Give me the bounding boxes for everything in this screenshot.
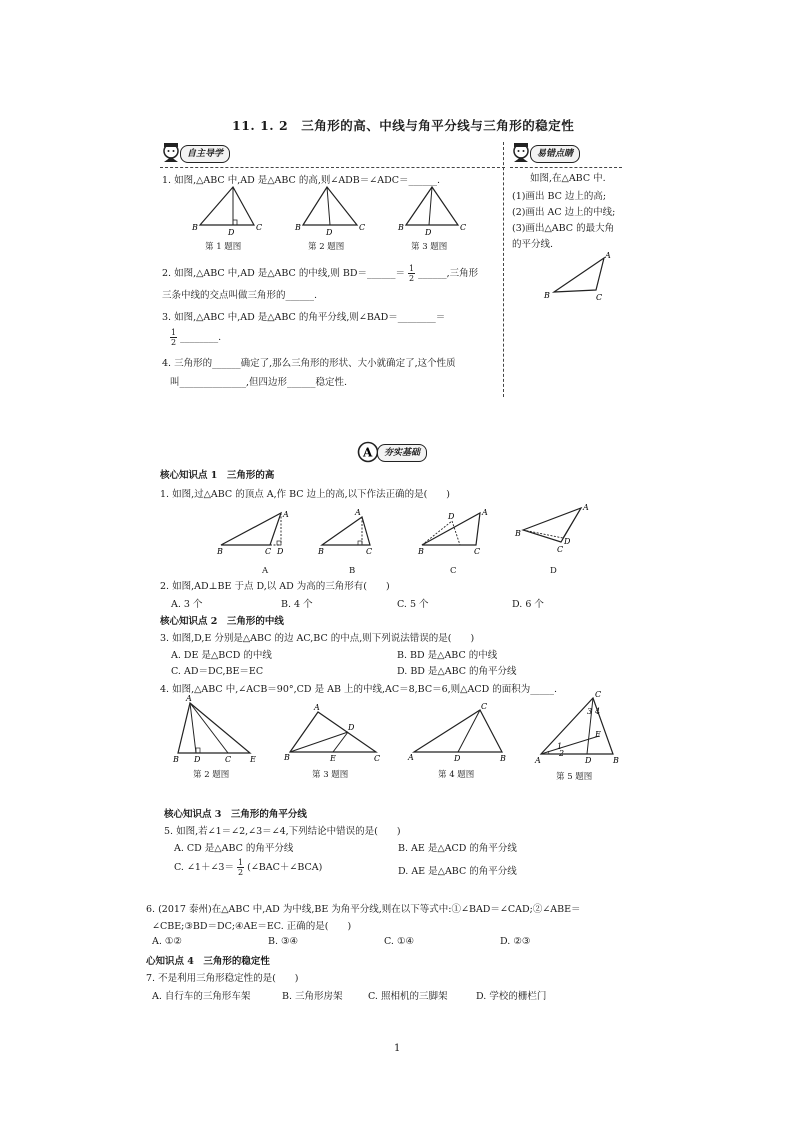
k5-figure-caption: 第 5 题图 (556, 772, 593, 782)
figure-2-caption: 第 2 题图 (308, 242, 345, 252)
k5-figure (535, 690, 625, 765)
page-title: 11. 1. 2 三角形的高、中线与角平分线与三角形的稳定性 (232, 118, 575, 133)
option-a-figure (215, 505, 295, 555)
label-c: C (374, 754, 381, 763)
right-item-1: (1)画出 BC 边上的高; (512, 191, 607, 202)
left-divider (160, 167, 505, 168)
k-question-1: 1. 如图,过△ABC 的顶点 A,作 BC 边上的高,以下作法正确的是( ) (160, 489, 451, 500)
right-figure (542, 252, 622, 302)
k-question-3: 3. 如图,D,E 分别是△ABC 的边 AC,BC 的中点,则下列说法错误的是( ) (160, 633, 475, 644)
k2-figure (170, 695, 265, 765)
k6-option-c: C. ①④ (384, 936, 415, 947)
label-d: D (348, 723, 355, 732)
knowledge-point-3: 核心知识点 3 三角形的角平分线 (164, 809, 307, 820)
option-a-label: A (262, 566, 269, 576)
question-3-cont: $\frac{1}{2}$ ________. (171, 328, 222, 347)
k7-option-b: B. 三角形房架 (282, 991, 343, 1002)
k7-option-c: C. 照相机的三脚架 (368, 991, 448, 1002)
k7-option-d: D. 学校的栅栏门 (476, 991, 547, 1002)
label-a: A (355, 508, 361, 517)
knowledge-point-2: 核心知识点 2 三角形的中线 (160, 616, 284, 627)
question-4-cont: 叫______________,但四边形______稳定性. (170, 377, 348, 388)
angle-3: 3 (587, 707, 593, 716)
option-b-figure (318, 505, 388, 555)
label-b: B (173, 755, 179, 764)
figure-1-caption: 第 1 题图 (205, 242, 242, 252)
fraction-half: $\frac{1}{2}$ (409, 264, 415, 283)
question-3: 3. 如图,△ABC 中,AD 是△ABC 的角平分线,则∠BAD＝________＝ (162, 312, 446, 323)
option-c-label: C (450, 566, 457, 576)
label-d: D (326, 228, 333, 237)
label-d: D (228, 228, 235, 237)
self-study-badge: 自主导学 (180, 145, 230, 163)
k7-option-a: A. 自行车的三角形车架 (152, 991, 251, 1002)
label-d: D (194, 755, 201, 764)
label-c: C (596, 293, 603, 302)
k2-option-c: C. 5 个 (397, 599, 429, 610)
label-a: A (535, 756, 541, 765)
option-c-figure (418, 505, 498, 555)
option-b-label: B (349, 566, 356, 576)
label-c: C (225, 755, 232, 764)
label-a: A (605, 251, 611, 260)
label-b: B (192, 223, 198, 232)
label-d: D (425, 228, 432, 237)
knowledge-point-4: 心知识点 4 三角形的稳定性 (146, 956, 270, 967)
k6-option-a: A. ①② (152, 936, 182, 947)
a-circle-icon (357, 441, 379, 463)
label-c: C (460, 223, 467, 232)
right-divider (510, 167, 622, 168)
label-b: B (613, 756, 619, 765)
k3-option-c: C. AD＝DC,BE＝EC (171, 666, 264, 677)
label-a: A (408, 753, 414, 762)
label-c: C (557, 545, 564, 554)
option-d-label: D (550, 566, 557, 576)
label-b: B (284, 753, 290, 762)
right-intro: 如图,在△ABC 中. (530, 173, 606, 184)
label-c: C (595, 690, 602, 699)
student-icon (510, 142, 532, 164)
k5-option-c: C. ∠1＋∠3＝ $\frac{1}{2}$ (∠BAC＋∠BCA) (174, 858, 323, 877)
label-c: C (359, 223, 366, 232)
knowledge-point-1: 核心知识点 1 三角形的高 (160, 470, 275, 481)
question-4: 4. 三角形的______确定了,那么三角形的形状、大小就确定了,这个性质 (162, 358, 456, 369)
label-b: B (544, 291, 550, 300)
right-item-3: (3)画出△ABC 的最大角 (512, 223, 615, 234)
k-question-2: 2. 如图,AD⊥BE 于点 D,以 AD 为高的三角形有( ) (160, 581, 390, 592)
k-question-4: 4. 如图,△ABC 中,∠ACB＝90°,CD 是 AB 上的中线,AC＝8,BC＝6,则△ACD 的面积为_____. (160, 684, 557, 695)
label-a: A (314, 703, 320, 712)
k2-figure-caption: 第 2 题图 (193, 770, 230, 780)
k5-option-a: A. CD 是△ABC 的角平分线 (174, 843, 294, 854)
k3-option-a: A. DE 是△BCD 的中线 (171, 650, 272, 661)
k6-option-b: B. ③④ (268, 936, 299, 947)
label-a: A (583, 503, 589, 512)
label-e: E (250, 755, 256, 764)
k6-option-d: D. ②③ (500, 936, 531, 947)
label-c: C (256, 223, 263, 232)
question-2-cont: 三条中线的交点叫做三角形的______. (162, 290, 318, 301)
label-b: B (500, 754, 506, 763)
question-1: 1. 如图,△ABC 中,AD 是△ABC 的高,则∠ADB＝∠ADC＝______. (162, 175, 441, 186)
key-point-header (510, 142, 602, 164)
student-icon (160, 142, 182, 164)
label-b: B (217, 547, 223, 556)
k-question-5: 5. 如图,若∠1＝∠2,∠3＝∠4,下列结论中错误的是( ) (164, 826, 401, 837)
k2-option-d: D. 6 个 (512, 599, 544, 610)
angle-4: 4 (595, 707, 601, 716)
label-e: E (595, 730, 601, 739)
k-question-7: 7. 不是利用三角形稳定性的是( ) (146, 973, 299, 984)
label-d: D (564, 537, 571, 546)
label-b: B (318, 547, 324, 556)
figure-2 (295, 183, 365, 238)
label-d: D (454, 754, 461, 763)
label-c: C (265, 547, 272, 556)
k2-option-a: A. 3 个 (171, 599, 203, 610)
page-number: 1 (394, 1043, 401, 1054)
label-b: B (515, 529, 521, 538)
right-item-2: (2)画出 AC 边上的中线; (512, 207, 616, 218)
self-study-header (160, 142, 252, 164)
k3-figure (284, 700, 384, 770)
column-separator (503, 142, 504, 397)
k-question-6-cont: ∠CBE;③BD＝DC;④AE＝EC. 正确的是( ) (152, 921, 352, 932)
k-question-6: 6. (2017 泰州)在△ABC 中,AD 为中线,BE 为角平分线,则在以下等式中:①∠BAD＝∠CAD;②∠ABE＝ (146, 904, 581, 915)
label-a: A (482, 508, 488, 517)
figure-3-caption: 第 3 题图 (411, 242, 448, 252)
svg-text:A: A (363, 445, 373, 460)
k4-figure-caption: 第 4 题图 (438, 770, 475, 780)
label-b: B (398, 223, 404, 232)
label-c: C (481, 702, 488, 711)
figure-3 (398, 183, 468, 238)
basic-badge: 夯实基础 (377, 444, 427, 462)
k5-option-d: D. AE 是△ABC 的角平分线 (398, 866, 517, 877)
k4-figure (408, 700, 513, 770)
label-d: D (448, 512, 455, 521)
figure-1 (192, 183, 262, 238)
label-b: B (418, 547, 424, 556)
angle-2: 2 (559, 749, 565, 758)
label-a: A (186, 694, 192, 703)
right-item-4: 的平分线. (512, 239, 554, 250)
key-point-badge: 易错点睛 (530, 145, 580, 163)
label-e: E (330, 754, 336, 763)
label-d: D (277, 547, 284, 556)
k3-option-d: D. BD 是△ABC 的角平分线 (397, 666, 517, 677)
angle-1: 1 (557, 742, 563, 751)
fraction-half: $\frac{1}{2}$ (238, 858, 244, 877)
label-d: D (585, 756, 592, 765)
k3-option-b: B. BD 是△ABC 的中线 (397, 650, 498, 661)
k5-option-b: B. AE 是△ACD 的角平分线 (398, 843, 517, 854)
fraction-half: $\frac{1}{2}$ (171, 328, 177, 347)
question-2: 2. 如图,△ABC 中,AD 是△ABC 的中线,则 BD＝______＝ $\frac{1}{2}$ ______,三角形 (162, 264, 479, 283)
k3-figure-caption: 第 3 题图 (312, 770, 349, 780)
label-c: C (474, 547, 481, 556)
label-c: C (366, 547, 373, 556)
label-a: A (283, 510, 289, 519)
label-b: B (295, 223, 301, 232)
option-d-figure (515, 500, 595, 555)
k2-option-b: B. 4 个 (281, 599, 313, 610)
